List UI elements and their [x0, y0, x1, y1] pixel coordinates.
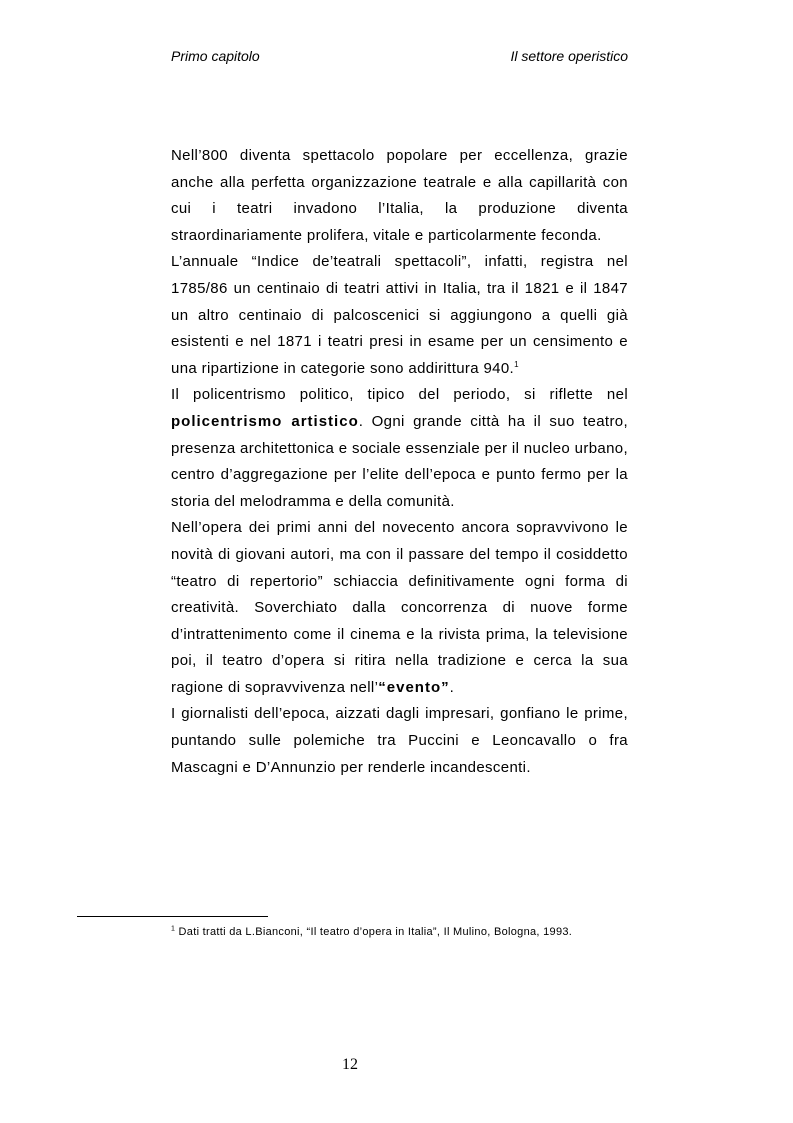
section-title: Il settore operistico — [510, 48, 628, 64]
running-header — [171, 48, 628, 68]
footnote-reference: 1 — [514, 359, 519, 369]
paragraph-1: Nell’800 diventa spettacolo popolare per eccellenza, grazie anche alla perfetta organizzazione teatrale e alla capillarità con cui i teatri invadono l’Italia, la produzione diventa straordinariamente prolifera, vitale e particolarmente feconda. — [171, 147, 628, 244]
paragraph-3-text-before: Il policentrismo politico, tipico del periodo, si riflette nel — [171, 386, 628, 404]
footnote-number: 1 — [171, 925, 176, 933]
chapter-title: Primo capitolo — [171, 48, 260, 64]
paragraph-4-text-after: . — [449, 678, 455, 696]
bold-term-evento: “evento” — [378, 678, 450, 696]
page-number: 12 — [342, 1056, 358, 1073]
paragraph-3 — [171, 382, 628, 515]
paragraph-4-text-before: Nell’opera dei primi anni del novecento ancora sopravvivono le novità di giovani autori, ma con il passare del tempo il cosiddetto “teatro di repertorio” schiaccia definitivamente ogni forma di creatività. Soverchiato dalla concorrenza di nuove forme d’intrattenimento come il cinema e la rivista prima, la televisione poi, il teatro d’opera si ritira nella tradizione e cerca la sua ragione di sopravvivenza nell’ — [171, 519, 628, 696]
bold-term-policentrismo: policentrismo artistico — [171, 412, 359, 430]
paragraph-4 — [171, 515, 628, 701]
paragraph-2-text: L’annuale “Indice de’teatrali spettacoli”, infatti, registra nel 1785/86 un centinaio di teatri attivi in Italia, tra il 1821 e il 1847 un altro centinaio di palcoscenici si aggiungono a quelli già esistenti e nel 1871 i teatri presi in esame per un censimento e una ripartizione in categorie sono addirittura 940. — [171, 253, 628, 377]
paragraph-2 — [171, 249, 628, 382]
paragraph-3-text-after: . Ogni grande città ha il suo teatro, presenza architettonica e sociale essenziale per il nucleo urbano, centro d’aggregazione per l’elite dell’epoca e punto fermo per la storia del melodramma e della comunità. — [171, 412, 628, 510]
footnote-text: Dati tratti da L.Bianconi, “Il teatro d’opera in Italia”, Il Mulino, Bologna, 1993. — [175, 926, 573, 938]
footnote — [171, 923, 628, 941]
paragraph-5: I giornalisti dell’epoca, aizzati dagli impresari, gonfiano le prime, puntando sulle polemiche tra Puccini e Leoncavallo o fra Mascagni e D’Annunzio per renderle incandescenti. — [171, 705, 628, 776]
main-text — [171, 143, 628, 781]
footnote-separator — [77, 916, 268, 917]
